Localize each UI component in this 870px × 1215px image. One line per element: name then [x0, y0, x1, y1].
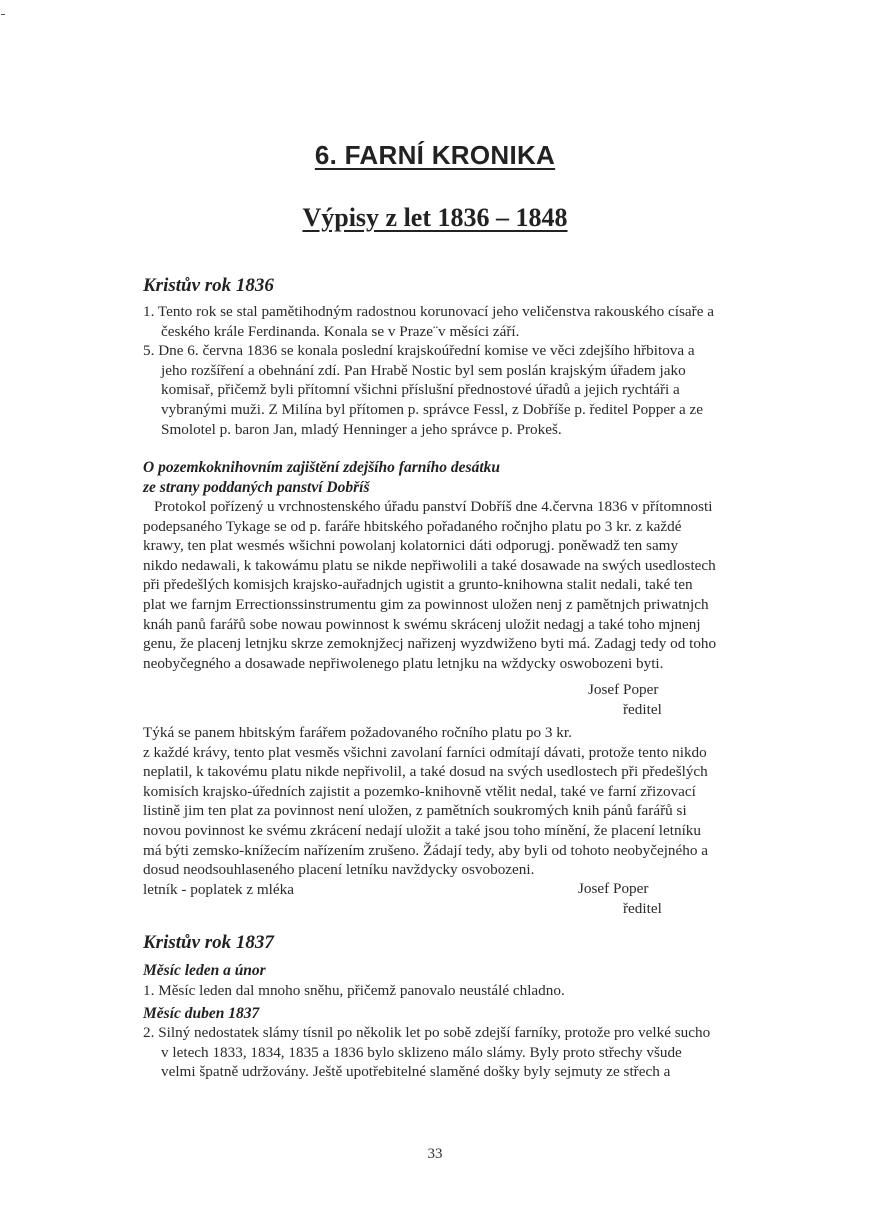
section-heading-1837: Kristův rok 1837 — [143, 932, 274, 953]
section-heading-1836: Kristův rok 1836 — [143, 275, 274, 296]
text-line: Smolotel p. baron Jan, mladý Henninger a jeho správce p. Prokeš. — [161, 420, 562, 438]
text-line: plat we farnjm Errectionssinstrumentu gim za powinnost uložen nenj z pamětnjch priwatnjch — [143, 595, 709, 613]
signature-title: ředitel — [623, 701, 662, 718]
chapter-title: 6. FARNÍ KRONIKA — [314, 140, 556, 170]
protocol-body — [143, 497, 843, 673]
text-line: neplatil, k takovému platu nikde nepřivolil, a také dosud na svých usedlostech při předešlých — [143, 763, 708, 781]
text-line: velmi špatně udržovány. Ještě upotřebitelné slaměné došky byly sejmuty ze střech a — [161, 1063, 671, 1081]
subsection-heading-duben: Měsíc duben 1837 — [143, 1005, 260, 1022]
subsection-duben-body — [143, 1023, 843, 1082]
text-line: genu, že placenj letnjku skrze zemoknjžecj nařizenj wyzdwiženo byti má. Zadagj tedy od toho — [143, 635, 717, 653]
text-line: jeho rozšíření a obehnání zdí. Pan Hrabě Nostic byl sem poslán krajským úřadem jako — [161, 361, 686, 379]
text-line: dosud neodsouhlaseného placení letníku navždycky osvobozeni. — [143, 861, 535, 879]
subsection-leden-body — [143, 981, 843, 1001]
text-line: krawy, ten plat wesmés wšichni powolanj kolatornici dáti odporugj. poněwadž ten samy — [143, 537, 679, 555]
text-line: vybranými muži. Z Milína byl přítomen p. správce Fessl, z Dobříše p. ředitel Popper a ze — [161, 400, 703, 418]
footnote-letnik: letník - poplatek z mléka — [143, 880, 294, 898]
text-line: Protokol pořízený u vrchnostenského úřadu panství Dobříš dne 4.června 1836 v přítomnosti — [154, 498, 713, 515]
section-1836-body — [143, 302, 843, 439]
heading-line: ze strany poddaných panství Dobříš — [143, 478, 370, 496]
transcription-body — [143, 723, 843, 899]
text-line: 2. Silný nedostatek slámy tísnil po několik let po sobě zdejší farníky, protože pro velké sucho — [143, 1024, 711, 1041]
page-number: 33 — [427, 1146, 443, 1162]
heading-line: O pozemkoknihovním zajištění zdejšího farního desátku — [143, 459, 500, 476]
text-line: komisích krajsko-úředních zajistit a pozemko-knihovně vtělit nedal, také ve farní zřizovací — [143, 782, 696, 800]
text-line: při předešlých komisjch krajsko-auřadnjch ugistit a grunto-knihowna stalit nedali, také ten — [143, 576, 693, 594]
text-line: 1. Měsíc leden dal mnoho sněhu, přičemž panovalo neustálé chladno. — [143, 982, 565, 999]
text-line: nikdo nedawali, k takowámu platu se nikde nepřiwolili a také dosawade na swých usedlostech — [143, 556, 716, 574]
text-line: má býti zemsko-knížecím nařízením zrušeno. Žádají tedy, aby byli od tohoto neobyčejného a — [143, 841, 708, 859]
subsection-heading-leden-unor: Měsíc leden a únor — [143, 962, 266, 979]
signature-name: Josef Poper — [578, 880, 649, 897]
signature-title: ředitel — [623, 900, 662, 917]
text-line: listině jim ten plat za povinnost není uložen, z pamětních soukromých knih pánů farářů si — [143, 802, 687, 820]
chapter-subtitle: Výpisy z let 1836 – 1848 — [302, 203, 568, 232]
text-line: 1. Tento rok se stal pamětihodným radostnou korunovací jeho veličenstva rakouského císaře a — [143, 303, 714, 320]
text-line: podepsaného Tykage se od p. faráře hbitského pořadaného ročnjho platu po 3 kr. z každé — [143, 517, 682, 535]
text-line: knáh panů farářů sobe nowau powinnost k swému skrácenj uložit nedagj a také toho mjnenj — [143, 615, 701, 633]
section-heading-land-register — [143, 458, 500, 497]
text-line: českého krále Ferdinanda. Konala se v Praze¨v měsíci září. — [161, 322, 520, 340]
text-line: novou povinnost ke svému zkrácení nedají uložit a také jsou toho mínění, že placení letníku — [143, 821, 701, 839]
text-line: 5. Dne 6. června 1836 se konala poslední krajskoúřední komise ve věci zdejšího hřbitova a — [143, 342, 695, 360]
text-line: v letech 1833, 1834, 1835 a 1836 bylo sklizeno málo slámy. Byly proto střechy všude — [161, 1043, 682, 1061]
signature-name: Josef Poper — [588, 681, 659, 698]
text-line: z každé krávy, tento plat vesměs všichni zavolaní farníci odmítají dávati, protože tento nikdo — [143, 743, 707, 761]
text-line: neobyčegného a dosawade nepřiwolenego platu letnjku na wždycky oswobozeni byti. — [143, 654, 664, 672]
scan-mark — [1, 14, 5, 15]
text-line: Týká se panem hbitským farářem požadovaného ročního platu po 3 kr. — [143, 724, 572, 741]
text-line: komisař, přičemž byli přítomní všichni příslušní přednostové úřadů a jejich rychtáři a — [161, 381, 680, 399]
